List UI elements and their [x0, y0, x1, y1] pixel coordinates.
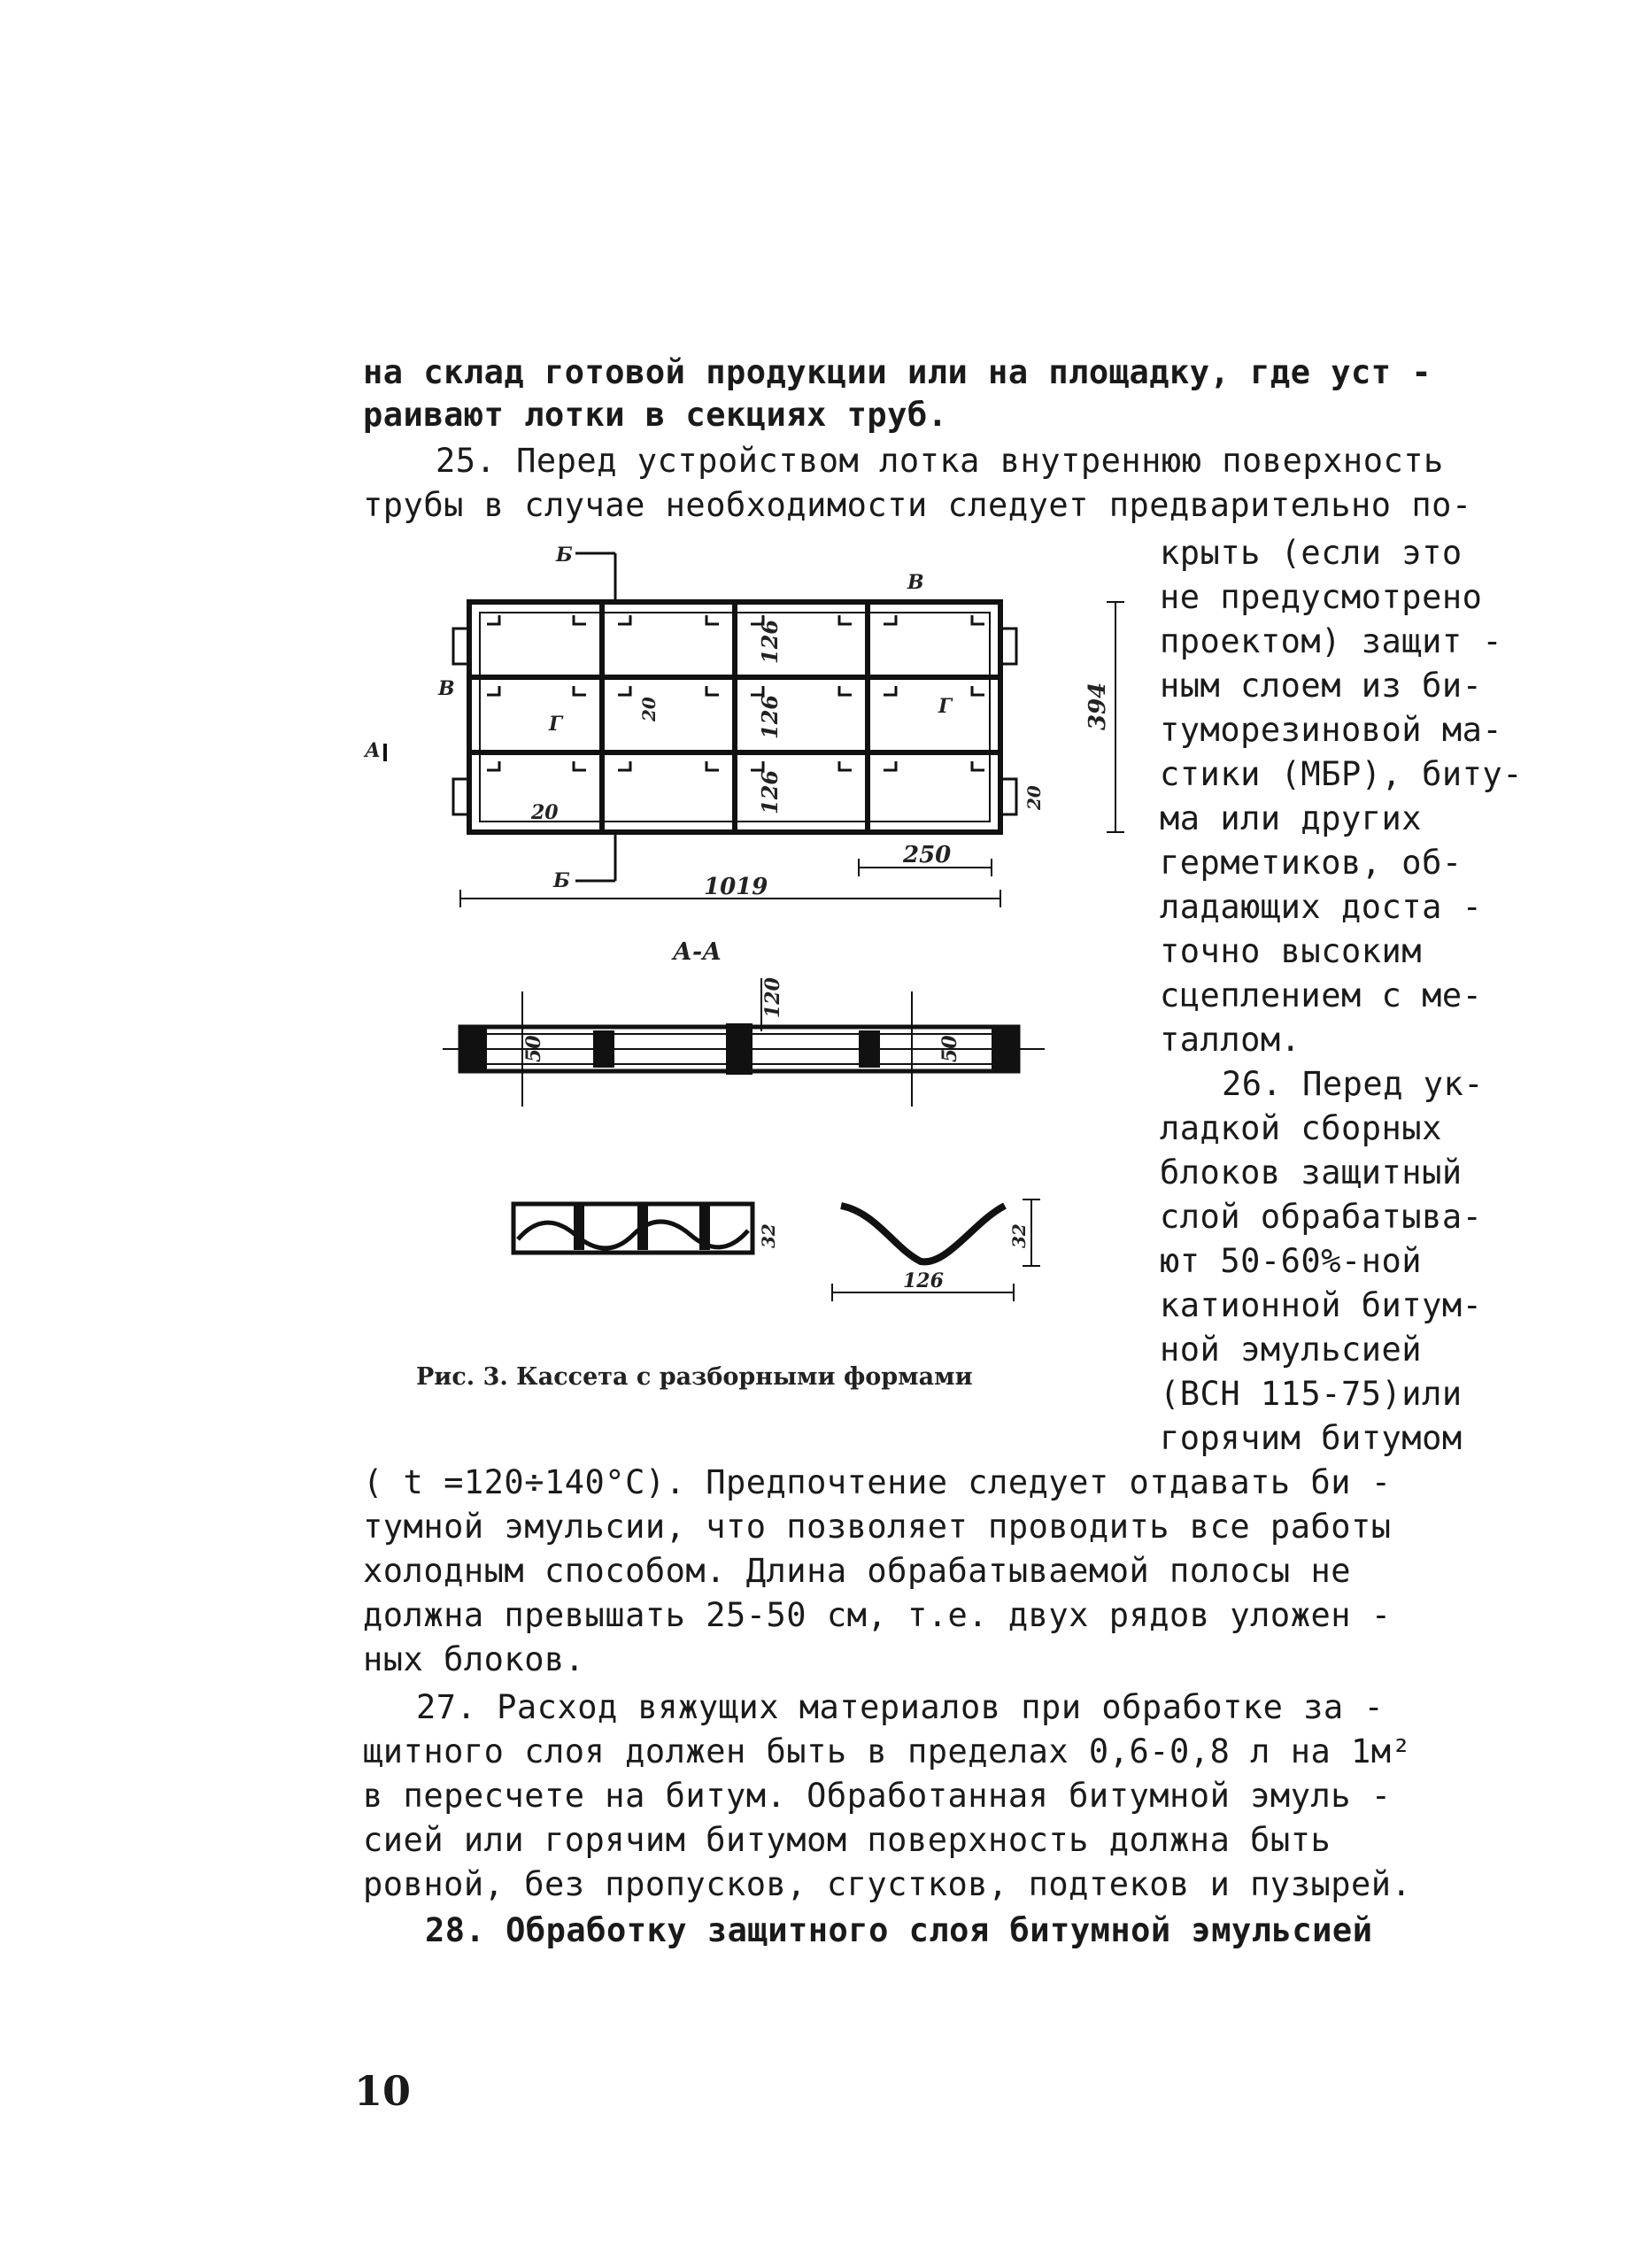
- dim-wall: 20: [1023, 785, 1045, 810]
- text-line: точно высоким: [1160, 932, 1423, 970]
- text-line: сией или горячим битумом поверхность должна быть: [363, 1821, 1331, 1859]
- cassette-section-drawing: [443, 965, 1045, 1124]
- text-line: трубы в случае необходимости следует предварительно по-: [363, 486, 1472, 524]
- text-line: слой обрабатыва-: [1160, 1198, 1483, 1236]
- dim-cell-height: 126: [757, 619, 783, 664]
- text-line: ным слоем из би-: [1160, 667, 1483, 705]
- form-detail-drawing: [505, 1186, 1071, 1328]
- dim-wall: 20: [531, 801, 559, 824]
- text-line: ладкой сборных: [1160, 1109, 1442, 1147]
- text-line: щитного слоя должен быть в пределах 0,6-0,8 л на 1м²: [363, 1732, 1412, 1770]
- label-a-left: А: [365, 739, 381, 762]
- text-line: ют 50-60%-ной: [1160, 1242, 1423, 1280]
- text-line: 27. Расход вяжущих материалов при обработке за -: [416, 1688, 1385, 1726]
- text-line: холодным способом. Длина обрабатываемой полосы не: [363, 1552, 1352, 1590]
- text-line: туморезиновой ма-: [1160, 711, 1503, 749]
- label-v-side: В: [438, 677, 455, 700]
- text-line: на склад готовой продукции или на площадку, где уст -: [363, 353, 1432, 391]
- text-line: ной эмульсией: [1160, 1331, 1423, 1369]
- text-line: ма или других: [1160, 799, 1423, 837]
- text-line: в пересчете на битум. Обработанная битумной эмуль -: [363, 1777, 1392, 1815]
- text-line: стики (МБР), биту-: [1160, 755, 1523, 793]
- text-line: блоков защитный: [1160, 1153, 1463, 1192]
- text-line: ровной, без пропусков, сгустков, подтеков и пузырей.: [363, 1865, 1412, 1903]
- dim-overall-height: 394: [1084, 682, 1111, 730]
- text-line: сцеплением с ме-: [1160, 976, 1483, 1014]
- text-line: ( t =120÷140°С). Предпочтение следует отдавать би -: [363, 1463, 1392, 1501]
- text-line: ных блоков.: [363, 1640, 585, 1678]
- text-line: катионной битум-: [1160, 1286, 1483, 1324]
- dim-section: 120: [761, 977, 784, 1018]
- dim-cell-width: 250: [903, 842, 952, 868]
- dim-section: 50: [938, 1035, 961, 1062]
- page-number: 10: [354, 2067, 412, 2115]
- label-g-right: Г: [938, 695, 953, 718]
- text-line: проектом) защит -: [1160, 622, 1503, 660]
- label-b-top: Б: [556, 544, 573, 567]
- text-line: герметиков, об-: [1160, 844, 1463, 882]
- label-b-bottom: Б: [553, 869, 570, 892]
- dim-section: 50: [522, 1035, 545, 1062]
- text-line: крыть (если это: [1160, 534, 1463, 572]
- dim-wall: 20: [638, 697, 660, 721]
- label-g-mid: Г: [549, 713, 563, 736]
- text-line: 25. Перед устройством лотка внутреннюю поверхность: [436, 442, 1444, 480]
- text-line: 26. Перед ук-: [1222, 1065, 1485, 1103]
- text-line: раивают лотки в секциях труб.: [363, 396, 948, 434]
- dim-detail: 32: [758, 1223, 779, 1248]
- cassette-plan-drawing: [354, 540, 1124, 921]
- text-line: не предусмотрено: [1160, 578, 1483, 616]
- section-label: А-А: [673, 938, 722, 966]
- text-line: таллом.: [1160, 1021, 1301, 1059]
- dim-cell-height: 126: [757, 769, 783, 814]
- dim-detail: 126: [903, 1269, 944, 1292]
- text-line: горячим битумом: [1160, 1419, 1463, 1457]
- text-line: (ВСН 115-75)или: [1160, 1375, 1463, 1413]
- text-line: 28. Обработку защитного слоя битумной эмульсией: [425, 1911, 1373, 1949]
- label-v-top: В: [907, 571, 924, 594]
- text-line: ладающих доста -: [1160, 888, 1483, 926]
- text-line: должна превышать 25-50 см, т.е. двух рядов уложен -: [363, 1596, 1392, 1634]
- text-line: тумной эмульсии, что позволяет проводить все работы: [363, 1508, 1392, 1546]
- dim-overall-length: 1019: [704, 874, 768, 900]
- dim-detail: 32: [1008, 1223, 1030, 1248]
- figure-caption: Рис. 3. Кассета с разборными формами: [416, 1363, 973, 1391]
- dim-cell-height: 126: [757, 694, 783, 739]
